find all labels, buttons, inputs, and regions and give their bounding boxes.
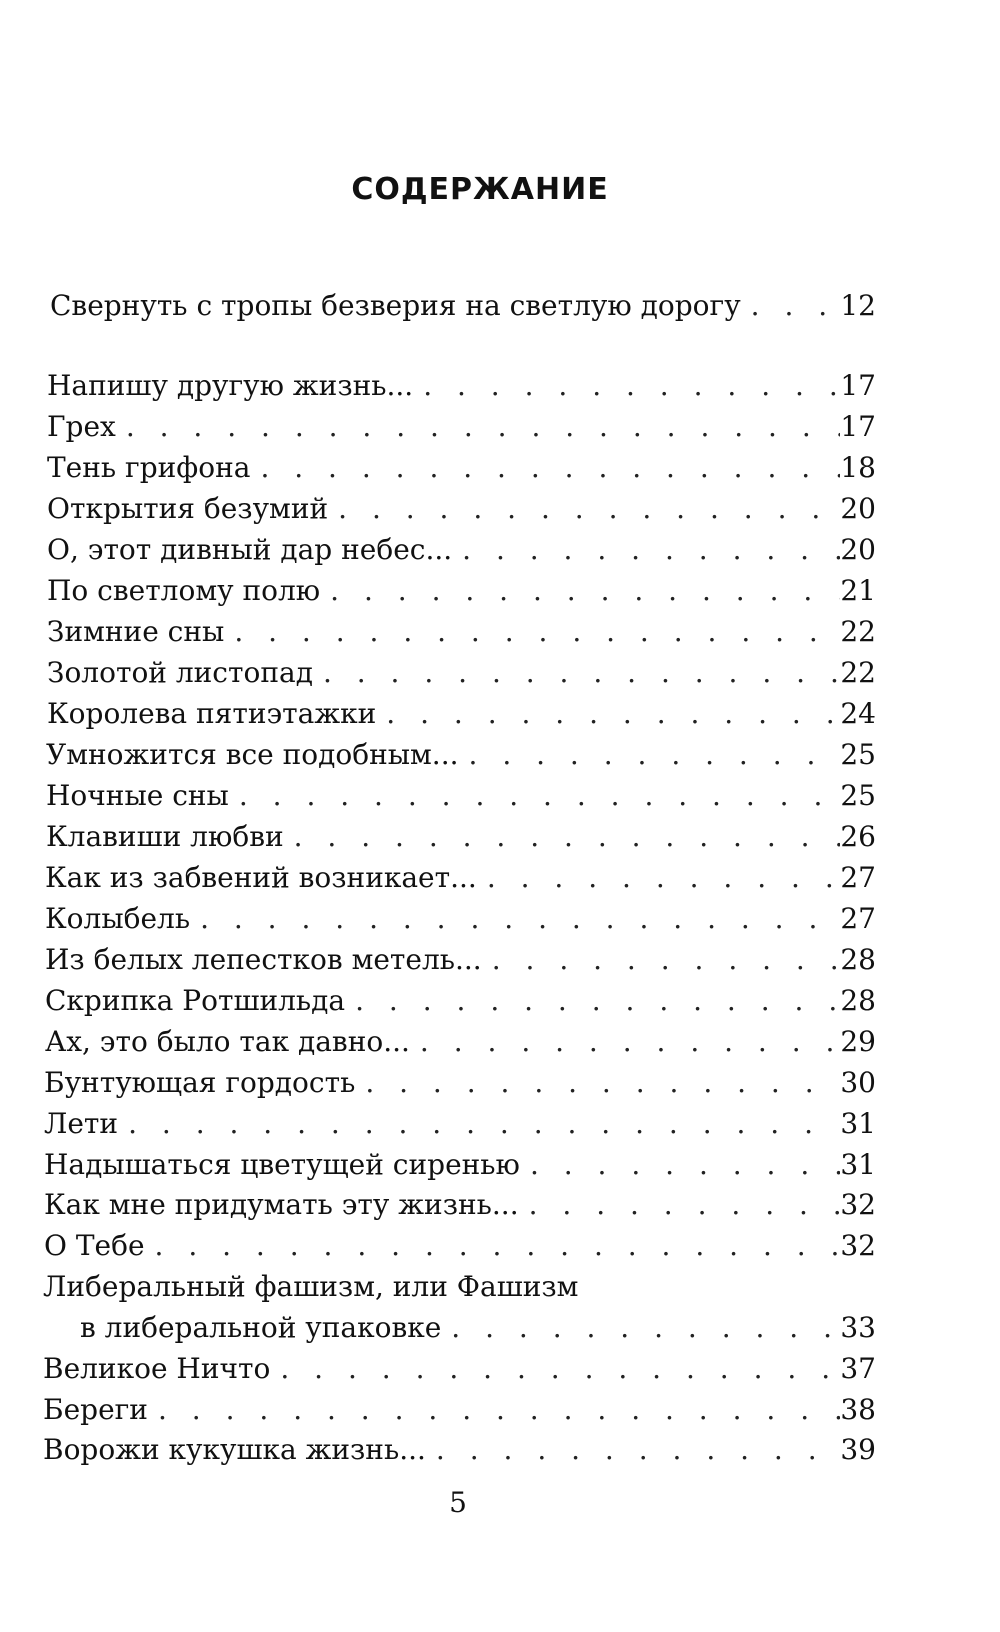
toc-leader-dots [459,737,841,773]
toc-leader-dots [376,696,840,732]
toc-entry-title: Золотой листопад [47,656,313,689]
toc-entry-title: Лети [44,1107,119,1140]
toc-leader-dots [452,532,840,568]
toc-entry [47,573,876,609]
toc-entry-page: 27 [840,861,876,894]
toc-entry-title: Как из забвений возникает... [45,861,477,894]
toc-entry-title: Клавиши любви [46,820,284,853]
toc-entry-title: По светлому полю [47,574,321,607]
toc-leader-dots [477,860,841,896]
toc-entry-title: Великое Ничто [43,1352,271,1385]
toc-entry [45,860,876,896]
toc-entry-page: 24 [840,697,876,730]
toc-leader-dots [410,1024,840,1060]
toc-entry-title: Королева пятиэтажки [47,697,377,730]
toc-entry-title-continuation: в либеральной упаковке [80,1311,442,1344]
toc-entry-page: 20 [840,492,876,525]
toc-leader-dots [355,1065,840,1101]
toc-entry [46,778,876,814]
toc-entry-page: 18 [840,451,876,484]
toc-entry-title: Из белых лепестков метель... [45,943,482,976]
toc-entry-page: 22 [840,656,876,689]
toc-leader-dots [519,1187,841,1223]
toc-entry [45,1024,876,1060]
toc-leader-dots [224,614,840,650]
toc-entry-title: Ах, это было так давно... [45,1025,410,1058]
toc-entry-page: 21 [840,574,876,607]
toc-entry [47,614,876,650]
toc-entry [47,532,876,568]
toc-entry-title: О Тебе [44,1229,145,1262]
toc-entry [46,737,876,773]
toc-entry-page: 33 [840,1311,876,1344]
toc-entry [44,1147,876,1183]
toc-leader-dots [145,1228,841,1264]
toc-entry-page: 28 [840,984,876,1017]
toc-leader-dots [741,288,841,324]
toc-entry-title: Ночные сны [46,779,229,812]
toc-entry-page: 22 [840,615,876,648]
toc-entry-title: Умножится все подобным... [46,738,459,771]
toc-entry [45,942,876,978]
toc-entry [45,901,876,937]
toc-entry [47,450,876,486]
toc-entry-title: Грех [47,410,116,443]
toc-leader-dots [482,942,841,978]
page-number: 5 [449,1486,467,1519]
toc-leader-dots [413,368,840,404]
toc-entry-title: Как мне придумать эту жизнь... [44,1188,519,1221]
toc-entry-page: 12 [840,289,876,322]
toc-entry-page: 20 [840,533,876,566]
toc-entry-title: Открытия безумий [47,492,329,525]
toc-entry-page: 25 [840,738,876,771]
toc-entry [44,1187,876,1223]
toc-entry [47,696,876,732]
toc-entry-page: 32 [840,1188,876,1221]
toc-leader-dots [320,573,840,609]
toc-leader-dots [328,491,840,527]
toc-entry-title: Береги [43,1393,148,1426]
toc-entry [43,1392,876,1428]
toc-entry-title: Надышаться цветущей сиренью [44,1148,520,1181]
toc-entry [47,368,876,404]
toc-leader-dots [313,655,840,691]
toc-entry [44,1106,876,1142]
toc-entry-page: 28 [840,943,876,976]
toc-leader-dots [284,819,841,855]
toc-entry-title: Ворожи кукушка жизнь... [43,1433,426,1466]
toc-entry-page: 26 [840,820,876,853]
toc-entry-page: 39 [840,1433,876,1466]
toc-entry-title: Напишу другую жизнь... [47,369,414,402]
toc-entry-title: Свернуть с тропы безверия на светлую дорогу [50,289,741,322]
toc-entry [50,288,876,324]
toc-entry [44,1065,876,1101]
toc-entry [47,655,876,691]
toc-entry [47,491,876,527]
toc-leader-dots [118,1106,840,1142]
toc-entry-title: Либеральный фашизм, или Фашизм [43,1270,579,1303]
page-title: СОДЕРЖАНИЕ [351,172,609,207]
toc-entry-page: 37 [840,1352,876,1385]
toc-leader-dots [148,1392,840,1428]
toc-leader-dots [520,1147,840,1183]
toc-entry [45,983,876,1019]
toc-entry-title: Тень грифона [47,451,251,484]
toc-entry-title: Бунтующая гордость [44,1066,356,1099]
toc-entry-page: 25 [840,779,876,812]
toc-entry [80,1310,876,1346]
toc-entry [43,1432,876,1468]
toc-entry-page: 29 [840,1025,876,1058]
toc-entry [47,409,876,445]
toc-entry-page: 31 [840,1148,876,1181]
toc-entry-page: 17 [840,410,876,443]
toc-entry-page: 38 [840,1393,876,1426]
toc-leader-dots [426,1432,840,1468]
toc-leader-dots [270,1351,840,1387]
toc-entry [46,819,876,855]
toc-entry [43,1351,876,1387]
toc-leader-dots [116,409,841,445]
toc-entry-page: 31 [840,1107,876,1140]
toc-entry-page: 17 [840,369,876,402]
toc-leader-dots [229,778,841,814]
toc-leader-dots [190,901,840,937]
toc-leader-dots [441,1310,840,1346]
toc-entry-title: Зимние сны [47,615,225,648]
toc-entry-title: Скрипка Ротшильда [45,984,346,1017]
toc-leader-dots [345,983,840,1019]
toc-entry-page: 27 [840,902,876,935]
toc-entry-title: О, этот дивный дар небес... [47,533,453,566]
toc-leader-dots [250,450,840,486]
toc-entry [44,1228,876,1264]
toc-entry-page: 30 [840,1066,876,1099]
toc-entry-page: 32 [840,1229,876,1262]
toc-entry-title: Колыбель [45,902,191,935]
